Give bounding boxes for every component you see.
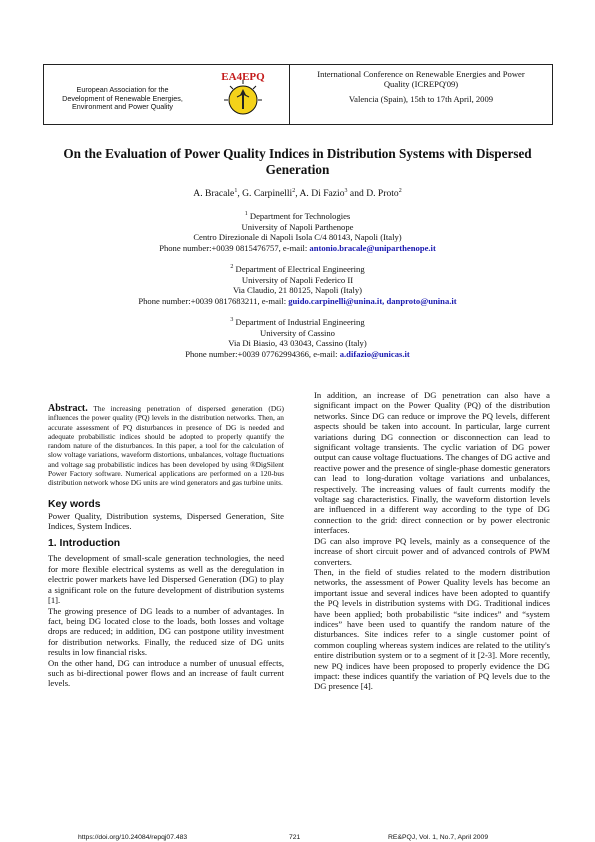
affiliation-1: $^1$ Department for Technologies University of Napoli Parthenope Centro Direzionale di Napoli Isola C/4 80143, Napoli (Italy) Phone number:+0039 0815476757, e-mail: antonio.bracale@uniparthenope.it <box>159 211 436 254</box>
email-link[interactable]: a.difazio@unicas.it <box>339 349 410 360</box>
abstract <box>48 404 284 488</box>
email-link[interactable]: antonio.bracale@uniparthenope.it <box>309 243 436 254</box>
association-block <box>44 65 290 124</box>
left-column <box>48 404 284 689</box>
journal-citation: RE&PQJ, Vol. 1, No.7, April 2009 <box>388 834 489 841</box>
affiliation-2: $^2$ Department of Electrical Engineering University of Napoli Federico II Via Claudio, 21 80125, Napoli (Italy) Phone number:+0039 0817683211, e-mail: guido.carpinelli@unina.it, danproto@unina.it <box>138 264 457 307</box>
author-name: A. Di Fazio <box>299 188 345 199</box>
author-sup: 3 <box>344 187 348 194</box>
conference-header <box>43 64 553 125</box>
author-sup: 2 <box>292 187 296 194</box>
paragraph: Then, in the field of studies related to the modern distribution networks, the assessment of Power Quality levels has become an important issue and several indices have been adopted to quantify the PQ levels in distribution systems with DG. Traditional indices have been applied; both probabilistic “site indices” and “system indices” have been used to quantify the random nature of the disturbances. Site indices refer to a single customer point of common coupling whereas system indices are related to the utility's entire distribution system or to a segment of it [2-3]. More recently, new PQ indices have been proposed to properly evidence the DG impact: these indices quantify the variation of PQ levels due to the DG presence [4]. <box>314 566 550 692</box>
conference-venue: Valencia (Spain), 15th to 17th April, 2009 <box>348 94 494 105</box>
abstract-heading: Abstract. <box>48 403 88 414</box>
author-name: G. Carpinelli <box>242 188 293 199</box>
paragraph: The development of small-scale generation technologies, the need for more flexible electrical systems as well as the deregulation in electric power markets have led Dispersed Generation (DG) to play a significant role on the future development of distribution systems [1]. <box>48 553 284 606</box>
author-name: A. Bracale <box>193 188 235 199</box>
conference-info <box>290 65 552 124</box>
section-heading-introduction: 1. Introduction <box>48 538 121 550</box>
author-name: D. Proto <box>366 188 399 199</box>
paragraph: DG can also improve PQ levels, mainly as a consequence of the increase of short circuit power and of advanced controls of PWM converters. <box>314 535 550 567</box>
page-number: 721 <box>289 834 301 841</box>
paragraph: In addition, an increase of DG penetration can also have a significant impact on the Power Quality (PQ) of the distribution networks. Since DG can reduce or improve the PQ levels, different aspects should be taken into account. In particular, large current variations during DG connection or disconnection can lead to significant voltage transients. The cyclic variation of DG power output can cause voltage fluctuations. The changes of DG active and reactive power and the presence of single-phase domestic generators can lead to long-duration voltage variations and unbalances, respectively. The increasing values of fault currents modify the voltage sag characteristics. Finally, the waveform distortion levels are influenced in a different way according to the type of DG connection to the grid: direct connection or by power electronic interfaces. <box>314 390 550 536</box>
doi-link[interactable]: https://doi.org/10.24084/repqj07.483 <box>78 834 188 841</box>
paragraph: The growing presence of DG leads to a number of advantages. In fact, being DG located close to the loads, both losses and voltage drops are reduced; in addition, DG can postpone utility investment for distribution networks. Finally, the reduced size of DG units results in low financial risks. <box>48 605 284 658</box>
logo-wordmark: EA4EPQ <box>221 71 265 83</box>
paper-title: On the Evaluation of Power Quality Indices in Distribution Systems with Dispersed Generation <box>63 146 532 177</box>
association-name: European Association for the Development of Renewable Energies, Environment and Power Quality <box>62 85 183 112</box>
keywords-heading: Key words <box>48 498 101 510</box>
conference-name: International Conference on Renewable Energies and Power Quality (ICREPQ'09) <box>317 69 525 90</box>
abstract-text: The increasing penetration of dispersed generation (DG) influences the power quality (PQ) levels in the distribution networks. Then, an accurate assessment of PQ disturbances in presence of DG is needed and adequate probabilistic indices should be adopted to properly quantify the random nature of the disturbances. In this paper, a tool for the calculation of slow voltage variations, waveform distortions, unbalances, voltage fluctuations and voltage sag probabilistic indices has been developed by using ®DigSilent Power Factory software. Numerical applications are performed on a 120-bus distribution network whose DG units are wind generators and gas turbine units. <box>48 404 284 488</box>
author-sup: 2 <box>398 187 402 194</box>
paragraph: On the other hand, DG can introduce a number of unusual effects, such as bi-directional power flows and an increase of fault current levels. <box>48 657 284 689</box>
keywords-text: Power Quality, Distribution systems, Dispersed Generation, Site Indices, System Indices. <box>48 510 284 532</box>
affiliation-3: $^3$ Department of Industrial Engineering University of Cassino Via Di Biasio, 43 03043, Cassino (Italy) Phone number:+0039 07762994366, e-mail: a.difazio@unicas.it <box>185 317 410 360</box>
email-link[interactable]: guido.carpinelli@unina.it, danproto@unina.it <box>288 296 457 307</box>
author-sup: 1 <box>234 187 238 194</box>
author-list: A. Bracale$^1$, G. Carpinelli$^2$, A. Di Fazio$^3$ and D. Proto$^2$ <box>193 187 402 199</box>
ea4epq-logo-icon <box>212 67 274 122</box>
right-column <box>314 390 550 692</box>
